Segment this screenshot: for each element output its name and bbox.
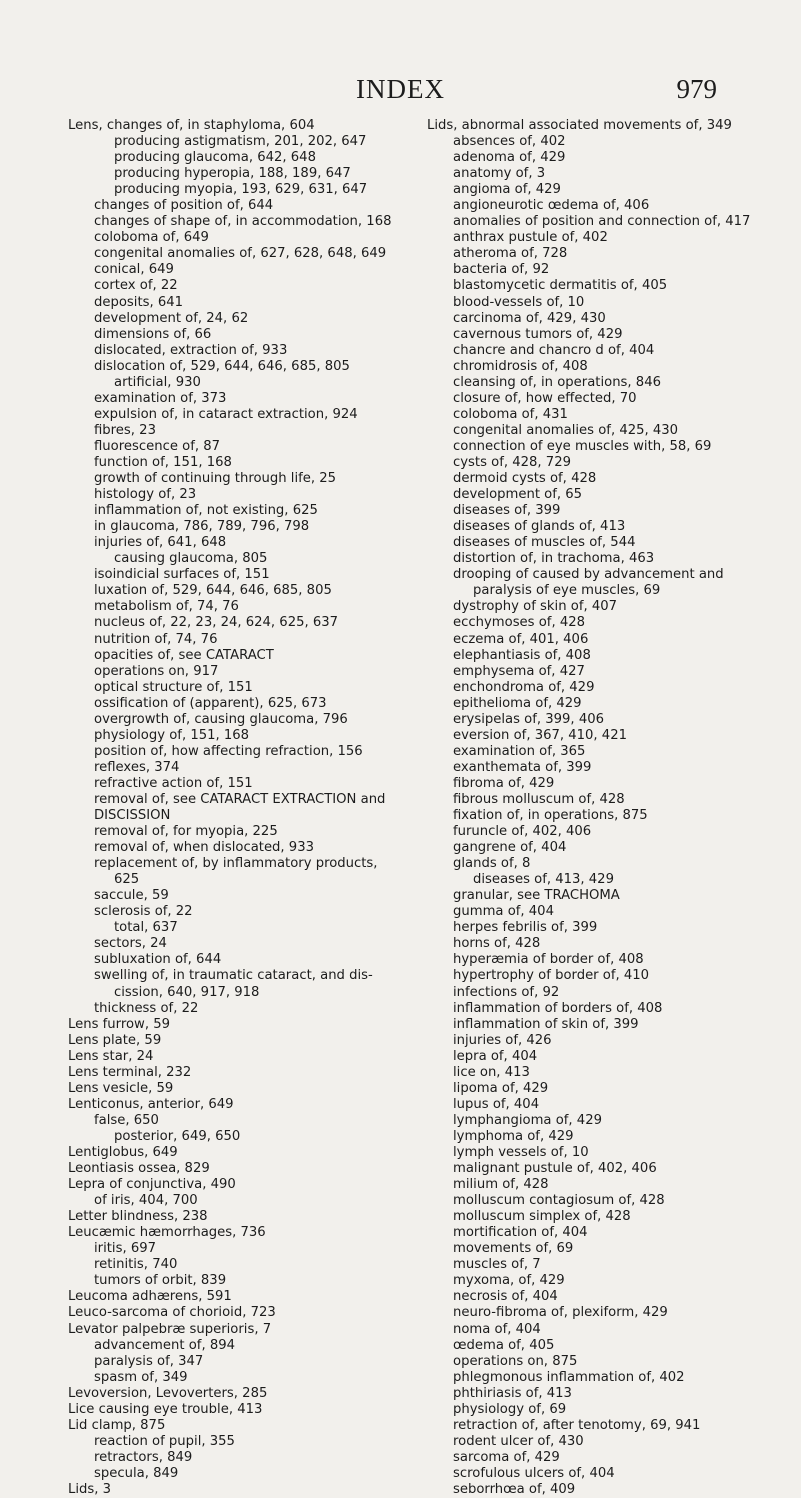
index-entry: horns of, 428 [453, 936, 541, 952]
index-entry: changes of position of, 644 [94, 198, 274, 214]
index-entry: dislocated, extraction of, 933 [94, 342, 288, 358]
index-entry: development of, 24, 62 [94, 310, 249, 326]
index-entry: chromidrosis of, 408 [453, 358, 588, 374]
index-entry: glands of, 8 [453, 856, 531, 872]
index-entry: cysts of, 428, 729 [453, 454, 571, 470]
index-entry: inflammation of, not existing, 625 [94, 503, 318, 519]
index-entry: physiology of, 69 [453, 1401, 567, 1417]
index-entry: anomalies of position and connection of, 417 [453, 214, 751, 230]
index-entry: lymphoma of, 429 [453, 1128, 574, 1144]
index-entry: of iris, 404, 700 [94, 1193, 198, 1209]
index-entry: gangrene of, 404 [453, 840, 567, 856]
right-index-column [427, 118, 801, 1498]
index-entry: coloboma of, 649 [94, 230, 209, 246]
index-entry: Lentiglobus, 649 [68, 1145, 178, 1160]
index-entry: Lepra of conjunctiva, 490 [68, 1177, 236, 1193]
index-entry: blastomycetic dermatitis of, 405 [453, 278, 668, 294]
index-entry: Leontiasis ossea, 829 [68, 1161, 210, 1177]
index-entry: congenital anomalies of, 627, 628, 648, 649 [94, 246, 387, 262]
index-entry: absences of, 402 [453, 134, 566, 150]
index-entry: closure of, how effected, 70 [453, 390, 637, 406]
index-entry: optical structure of, 151 [94, 679, 253, 695]
index-entry: necrosis of, 404 [453, 1289, 558, 1305]
index-entry: reflexes, 374 [94, 759, 180, 775]
index-entry: artificial, 930 [114, 374, 201, 390]
index-entry: causing glaucoma, 805 [114, 551, 268, 567]
index-entry: cavernous tumors of, 429 [453, 326, 623, 342]
index-entry: operations on, 875 [453, 1353, 578, 1369]
index-entry: herpes febrilis of, 399 [453, 920, 598, 936]
index-entry: phthiriasis of, 413 [453, 1385, 572, 1401]
index-entry: œdema of, 405 [453, 1337, 555, 1353]
index-entry: growth of continuing through life, 25 [94, 471, 337, 487]
index-entry: Letter blindness, 238 [68, 1209, 208, 1225]
page-number: 979 [676, 74, 717, 104]
index-entry: advancement of, 894 [94, 1337, 236, 1353]
index-entry: conical, 649 [94, 262, 174, 278]
index-entry: milium of, 428 [453, 1177, 549, 1193]
index-entry: producing myopia, 193, 629, 631, 647 [114, 182, 368, 198]
index-entry: lice on, 413 [453, 1064, 530, 1080]
index-entry: Lid clamp, 875 [68, 1417, 166, 1433]
index-entry: epithelioma of, 429 [453, 695, 582, 711]
index-entry: subluxation of, 644 [94, 952, 222, 968]
index-entry: iritis, 697 [94, 1241, 157, 1257]
index-entry: producing glaucoma, 642, 648 [114, 150, 316, 166]
index-entry: isoindicial surfaces of, 151 [94, 567, 270, 583]
index-entry: injuries of, 426 [453, 1032, 552, 1048]
index-entry: total, 637 [114, 920, 178, 936]
index-entry: eczema of, 401, 406 [453, 631, 589, 647]
index-entry: bacteria of, 92 [453, 262, 550, 278]
index-entry: malignant pustule of, 402, 406 [453, 1161, 657, 1177]
index-entry: producing astigmatism, 201, 202, 647 [114, 134, 367, 150]
index-entry: paralysis of, 347 [94, 1353, 204, 1369]
index-entry: Levoversion, Levoverters, 285 [68, 1385, 268, 1401]
index-entry: Leucæmic hæmorrhages, 736 [68, 1225, 266, 1241]
index-entry: rodent ulcer of, 430 [453, 1433, 584, 1449]
index-entry: refractive action of, 151 [94, 775, 253, 791]
index-entry: position of, how affecting refraction, 156 [94, 743, 363, 759]
index-entry: expulsion of, in cataract extraction, 924 [94, 406, 358, 422]
index-entry: retinitis, 740 [94, 1257, 178, 1273]
index-entry: Lens vesicle, 59 [68, 1080, 174, 1096]
index-entry: molluscum contagiosum of, 428 [453, 1193, 665, 1209]
index-entry: cortex of, 22 [94, 278, 178, 294]
index-entry: replacement of, by inflammatory products, [94, 856, 378, 872]
index-entry: fibres, 23 [94, 422, 156, 438]
index-entry: anatomy of, 3 [453, 166, 546, 182]
index-entry: lupus of, 404 [453, 1096, 540, 1112]
index-entry: luxation of, 529, 644, 646, 685, 805 [94, 583, 332, 599]
index-entry: gumma of, 404 [453, 904, 554, 920]
index-entry: 625 [114, 872, 140, 888]
index-entry: lipoma of, 429 [453, 1080, 549, 1096]
index-entry: false, 650 [94, 1112, 159, 1128]
index-entry: scrofulous ulcers of, 404 [453, 1465, 615, 1481]
index-entry: saccule, 59 [94, 888, 169, 904]
index-entry: inflammation of skin of, 399 [453, 1016, 639, 1032]
index-entry: fibrous molluscum of, 428 [453, 791, 625, 807]
index-entry: inflammation of borders of, 408 [453, 1000, 663, 1016]
index-entry: fixation of, in operations, 875 [453, 808, 648, 824]
index-entry: lepra of, 404 [453, 1048, 538, 1064]
index-entry: myxoma, of, 429 [453, 1273, 565, 1289]
index-entry: spasm of, 349 [94, 1369, 188, 1385]
index-entry: erysipelas of, 399, 406 [453, 711, 604, 727]
index-entry: Lens terminal, 232 [68, 1064, 192, 1080]
index-entry: molluscum simplex of, 428 [453, 1209, 631, 1225]
index-entry: dystrophy of skin of, 407 [453, 599, 618, 615]
index-entry: dimensions of, 66 [94, 326, 212, 342]
index-entry: elephantiasis of, 408 [453, 647, 591, 663]
index-entry: adenoma of, 429 [453, 150, 566, 166]
index-entry: angioneurotic œdema of, 406 [453, 198, 650, 214]
index-entry: exanthemata of, 399 [453, 759, 592, 775]
index-entry: carcinoma of, 429, 430 [453, 310, 606, 326]
index-entry: producing hyperopia, 188, 189, 647 [114, 166, 351, 182]
index-entry: reaction of pupil, 355 [94, 1433, 235, 1449]
index-entry: fibroma of, 429 [453, 775, 555, 791]
index-entry: Leucoma adhærens, 591 [68, 1289, 232, 1305]
index-entry: muscles of, 7 [453, 1257, 541, 1273]
index-entry: diseases of glands of, 413 [453, 519, 626, 535]
index-entry: Levator palpebræ superioris, 7 [68, 1321, 272, 1337]
index-entry: sclerosis of, 22 [94, 904, 193, 920]
index-entry: Lenticonus, anterior, 649 [68, 1096, 234, 1112]
index-entry: ecchymoses of, 428 [453, 615, 586, 631]
index-entry: examination of, 373 [94, 390, 227, 406]
index-entry: changes of shape of, in accommodation, 168 [94, 214, 392, 230]
index-entry: tumors of orbit, 839 [94, 1273, 227, 1289]
index-entry: blood-vessels of, 10 [453, 294, 585, 310]
index-entry: hypertrophy of border of, 410 [453, 968, 650, 984]
index-entry: removal of, for myopia, 225 [94, 824, 278, 840]
index-entry: anthrax pustule of, 402 [453, 230, 608, 246]
index-entry: operations on, 917 [94, 663, 219, 679]
index-entry: histology of, 23 [94, 487, 197, 503]
index-entry: metabolism of, 74, 76 [94, 599, 239, 615]
left-index-column [68, 118, 423, 1498]
index-entry: chancre and chancro d of, 404 [453, 342, 655, 358]
index-entry: coloboma of, 431 [453, 406, 568, 422]
index-entry: in glaucoma, 786, 789, 796, 798 [94, 519, 310, 535]
index-entry: Lice causing eye trouble, 413 [68, 1401, 263, 1417]
index-entry: overgrowth of, causing glaucoma, 796 [94, 711, 348, 727]
index-entry: examination of, 365 [453, 743, 586, 759]
index-entry: Leuco-sarcoma of chorioid, 723 [68, 1305, 276, 1321]
index-entry: drooping of caused by advancement and [453, 567, 724, 583]
index-entry: sarcoma of, 429 [453, 1449, 560, 1465]
index-entry: sectors, 24 [94, 936, 167, 952]
index-entry: DISCISSION [94, 808, 171, 824]
index-entry: Lids, 3 [68, 1481, 112, 1497]
index-entry: Lens plate, 59 [68, 1032, 162, 1048]
index-entry: function of, 151, 168 [94, 454, 232, 470]
index-entry: emphysema of, 427 [453, 663, 585, 679]
index-entry: Lens furrow, 59 [68, 1016, 170, 1032]
index-entry: dermoid cysts of, 428 [453, 471, 597, 487]
index-entry: diseases of, 413, 429 [473, 872, 614, 888]
index-entry: infections of, 92 [453, 984, 560, 1000]
index-entry: movements of, 69 [453, 1241, 574, 1257]
index-entry: angioma of, 429 [453, 182, 561, 198]
index-entry: cleansing of, in operations, 846 [453, 374, 661, 390]
index-entry: specula, 849 [94, 1465, 179, 1481]
index-entry: cission, 640, 917, 918 [114, 984, 260, 1000]
index-entry: thickness of, 22 [94, 1000, 199, 1016]
index-entry: physiology of, 151, 168 [94, 727, 250, 743]
index-entry: noma of, 404 [453, 1321, 541, 1337]
index-entry: nutrition of, 74, 76 [94, 631, 218, 647]
index-entry: fluorescence of, 87 [94, 438, 221, 454]
index-entry: posterior, 649, 650 [114, 1128, 241, 1144]
index-entry: paralysis of eye muscles, 69 [473, 583, 661, 599]
index-entry: lymphangioma of, 429 [453, 1112, 602, 1128]
index-entry: furuncle of, 402, 406 [453, 824, 592, 840]
index-entry: removal of, when dislocated, 933 [94, 840, 314, 856]
index-entry: retraction of, after tenotomy, 69, 941 [453, 1417, 701, 1433]
index-entry: removal of, see CATARACT EXTRACTION and [94, 791, 386, 807]
index-entry: nucleus of, 22, 23, 24, 624, 625, 637 [94, 615, 339, 631]
index-entry: diseases of, 399 [453, 503, 561, 519]
index-entry: connection of eye muscles with, 58, 69 [453, 438, 712, 454]
index-entry: development of, 65 [453, 487, 583, 503]
index-entry: ossification of (apparent), 625, 673 [94, 695, 327, 711]
index-entry: neuro-fibroma of, plexiform, 429 [453, 1305, 668, 1321]
index-entry: granular, see TRACHOMA [453, 888, 620, 904]
index-entry: injuries of, 641, 648 [94, 535, 227, 551]
index-entry: dislocation of, 529, 644, 646, 685, 805 [94, 358, 350, 374]
index-entry: mortification of, 404 [453, 1225, 588, 1241]
index-entry: enchondroma of, 429 [453, 679, 595, 695]
page-title: INDEX [356, 74, 445, 104]
index-entry: seborrhœa of, 409 [453, 1481, 576, 1497]
index-entry: distortion of, in trachoma, 463 [453, 551, 655, 567]
index-entry: congenital anomalies of, 425, 430 [453, 422, 679, 438]
page-header [0, 74, 801, 104]
index-entry: Lens star, 24 [68, 1048, 154, 1064]
index-entry: diseases of muscles of, 544 [453, 535, 636, 551]
index-entry: opacities of, see CATARACT [94, 647, 274, 663]
index-entry: hyperæmia of border of, 408 [453, 952, 644, 968]
index-entry: retractors, 849 [94, 1449, 193, 1465]
index-entry: lymph vessels of, 10 [453, 1145, 589, 1160]
index-entry: Lens, changes of, in staphyloma, 604 [68, 118, 315, 133]
index-entry: Lids, abnormal associated movements of, 349 [427, 118, 732, 133]
index-entry: phlegmonous inflammation of, 402 [453, 1369, 685, 1385]
index-entry: swelling of, in traumatic cataract, and dis- [94, 968, 373, 984]
index-entry: deposits, 641 [94, 294, 184, 310]
index-entry: eversion of, 367, 410, 421 [453, 727, 627, 743]
index-entry: atheroma of, 728 [453, 246, 568, 262]
